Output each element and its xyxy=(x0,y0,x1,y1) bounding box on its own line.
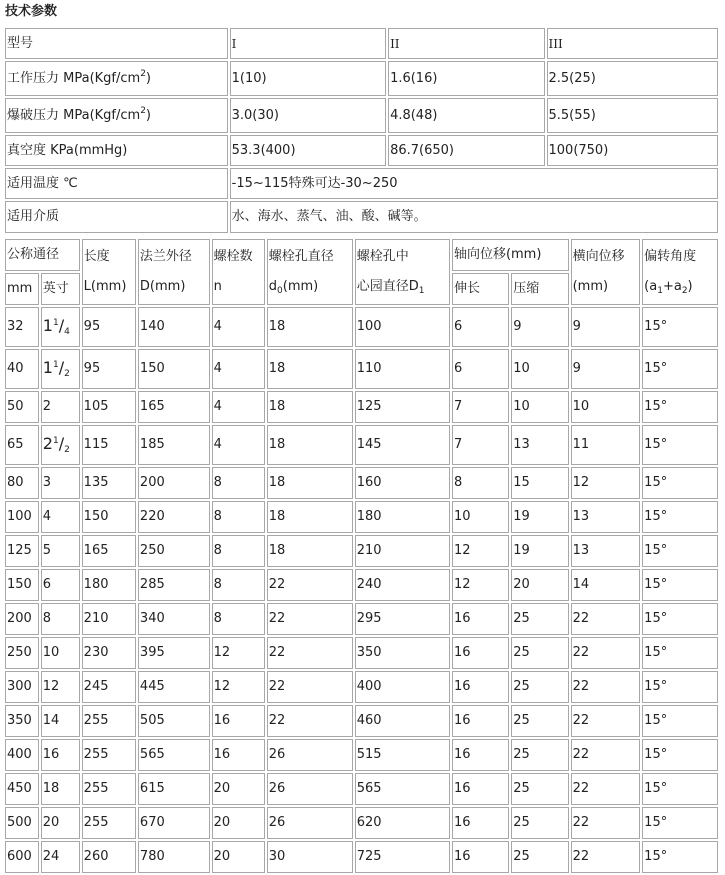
cell-mm: 50 xyxy=(5,391,39,423)
cell-lateral: 11 xyxy=(571,425,641,465)
spec-value: 53.3(400) xyxy=(230,135,386,166)
spec-value: 5.5(55) xyxy=(547,98,719,133)
header-extend: 伸长 xyxy=(452,273,509,305)
spec-label: 适用温度 ℃ xyxy=(5,168,228,199)
cell-extend: 7 xyxy=(452,391,509,423)
cell-bolts: 8 xyxy=(212,603,265,635)
cell-length: 135 xyxy=(82,467,136,499)
spec-value: -15~115特殊可达-30~250 xyxy=(230,168,718,199)
cell-flange: 150 xyxy=(138,349,210,389)
cell-bolts: 8 xyxy=(212,501,265,533)
spec-label: 型号 xyxy=(5,28,228,59)
cell-angle: 15° xyxy=(642,841,718,873)
cell-hole-diameter: 18 xyxy=(267,467,353,499)
cell-lateral: 22 xyxy=(571,841,641,873)
spec-label: 真空度 KPa(mmHg) xyxy=(5,135,228,166)
cell-extend: 12 xyxy=(452,535,509,567)
cell-inch: 10 xyxy=(41,637,80,669)
cell-hole-diameter: 26 xyxy=(267,739,353,771)
cell-extend: 16 xyxy=(452,841,509,873)
spec-value: 100(750) xyxy=(547,135,719,166)
cell-length: 95 xyxy=(82,307,136,347)
cell-inch: 2 xyxy=(41,391,80,423)
cell-extend: 12 xyxy=(452,569,509,601)
cell-angle: 15° xyxy=(642,349,718,389)
cell-hole-diameter: 22 xyxy=(267,637,353,669)
cell-bolts: 12 xyxy=(212,671,265,703)
cell-compress: 25 xyxy=(511,841,568,873)
cell-angle: 15° xyxy=(642,603,718,635)
cell-length: 230 xyxy=(82,637,136,669)
header-nominal: 公称通径 xyxy=(5,239,80,271)
cell-inch: 16 xyxy=(41,739,80,771)
cell-mm: 80 xyxy=(5,467,39,499)
cell-angle: 15° xyxy=(642,637,718,669)
cell-lateral: 22 xyxy=(571,705,641,737)
cell-compress: 15 xyxy=(511,467,568,499)
cell-compress: 25 xyxy=(511,705,568,737)
cell-lateral: 13 xyxy=(571,501,641,533)
cell-inch: $1^1/_4$ xyxy=(41,307,80,347)
cell-length: 245 xyxy=(82,671,136,703)
spec-row-temperature xyxy=(5,168,718,199)
cell-hole-diameter: 22 xyxy=(267,671,353,703)
cell-angle: 15° xyxy=(642,739,718,771)
spec-row-burst-pressure xyxy=(5,98,718,133)
cell-flange: 220 xyxy=(138,501,210,533)
cell-pcd: 725 xyxy=(355,841,450,873)
cell-mm: 250 xyxy=(5,637,39,669)
cell-pcd: 180 xyxy=(355,501,450,533)
header-mm: mm xyxy=(5,273,39,305)
cell-inch: 14 xyxy=(41,705,80,737)
header-length: 长度 L(mm) xyxy=(82,239,136,305)
cell-mm: 450 xyxy=(5,773,39,805)
cell-flange: 445 xyxy=(138,671,210,703)
cell-angle: 15° xyxy=(642,569,718,601)
cell-angle: 15° xyxy=(642,535,718,567)
cell-compress: 10 xyxy=(511,391,568,423)
cell-flange: 780 xyxy=(138,841,210,873)
cell-extend: 7 xyxy=(452,425,509,465)
cell-lateral: 9 xyxy=(571,307,641,347)
cell-angle: 15° xyxy=(642,391,718,423)
spec-value: 3.0(30) xyxy=(230,98,386,133)
cell-flange: 185 xyxy=(138,425,210,465)
cell-flange: 200 xyxy=(138,467,210,499)
cell-pcd: 400 xyxy=(355,671,450,703)
table-row xyxy=(5,603,718,635)
cell-lateral: 12 xyxy=(571,467,641,499)
spec-label: 工作压力 $MPa(Kgf/cm^2)$ xyxy=(5,61,228,96)
header-angle: 偏转角度 $(a_1+a_2)$ xyxy=(642,239,718,305)
cell-extend: 16 xyxy=(452,705,509,737)
cell-hole-diameter: 22 xyxy=(267,603,353,635)
header-compress: 压缩 xyxy=(511,273,568,305)
cell-length: 150 xyxy=(82,501,136,533)
table-row xyxy=(5,739,718,771)
cell-extend: 8 xyxy=(452,467,509,499)
spec-table xyxy=(3,26,720,235)
cell-hole-diameter: 18 xyxy=(267,349,353,389)
cell-compress: 10 xyxy=(511,349,568,389)
cell-flange: 615 xyxy=(138,773,210,805)
cell-angle: 15° xyxy=(642,467,718,499)
cell-bolts: 16 xyxy=(212,705,265,737)
cell-length: 255 xyxy=(82,773,136,805)
spec-value: 1(10) xyxy=(230,61,386,96)
cell-inch: 5 xyxy=(41,535,80,567)
cell-length: 260 xyxy=(82,841,136,873)
cell-length: 255 xyxy=(82,705,136,737)
cell-flange: 165 xyxy=(138,391,210,423)
cell-bolts: 20 xyxy=(212,807,265,839)
cell-mm: 400 xyxy=(5,739,39,771)
cell-inch: 20 xyxy=(41,807,80,839)
cell-pcd: 110 xyxy=(355,349,450,389)
cell-pcd: 620 xyxy=(355,807,450,839)
header-lateral: 横向位移 (mm) xyxy=(571,239,641,305)
cell-lateral: 22 xyxy=(571,637,641,669)
section-title: 技术参数 xyxy=(5,4,58,19)
cell-pcd: 515 xyxy=(355,739,450,771)
dimension-body xyxy=(5,307,718,873)
header-pcd: 螺栓孔中 心园直径$D_1$ xyxy=(355,239,450,305)
table-row xyxy=(5,671,718,703)
cell-mm: 150 xyxy=(5,569,39,601)
table-row xyxy=(5,773,718,805)
cell-hole-diameter: 18 xyxy=(267,501,353,533)
table-row xyxy=(5,637,718,669)
cell-hole-diameter: 18 xyxy=(267,425,353,465)
cell-length: 105 xyxy=(82,391,136,423)
cell-bolts: 16 xyxy=(212,739,265,771)
table-row xyxy=(5,391,718,423)
cell-extend: 10 xyxy=(452,501,509,533)
spec-label: 适用介质 xyxy=(5,201,228,233)
cell-lateral: 13 xyxy=(571,535,641,567)
table-row xyxy=(5,349,718,389)
spec-row-working-pressure xyxy=(5,61,718,96)
cell-length: 165 xyxy=(82,535,136,567)
cell-hole-diameter: 18 xyxy=(267,391,353,423)
cell-length: 180 xyxy=(82,569,136,601)
cell-length: 255 xyxy=(82,739,136,771)
cell-lateral: 22 xyxy=(571,603,641,635)
header-flange: 法兰外径 D(mm) xyxy=(138,239,210,305)
header-bolts: 螺栓数 n xyxy=(212,239,265,305)
cell-extend: 16 xyxy=(452,671,509,703)
table-row xyxy=(5,467,718,499)
dimension-table xyxy=(3,237,720,875)
cell-pcd: 160 xyxy=(355,467,450,499)
cell-flange: 250 xyxy=(138,535,210,567)
cell-extend: 16 xyxy=(452,739,509,771)
cell-length: 95 xyxy=(82,349,136,389)
cell-angle: 15° xyxy=(642,773,718,805)
table-row xyxy=(5,841,718,873)
cell-compress: 19 xyxy=(511,535,568,567)
cell-extend: 6 xyxy=(452,307,509,347)
cell-hole-diameter: 22 xyxy=(267,569,353,601)
cell-lateral: 22 xyxy=(571,671,641,703)
cell-bolts: 8 xyxy=(212,535,265,567)
cell-compress: 9 xyxy=(511,307,568,347)
spec-row-vacuum xyxy=(5,135,718,166)
cell-inch: $1^1/_2$ xyxy=(41,349,80,389)
cell-extend: 6 xyxy=(452,349,509,389)
cell-angle: 15° xyxy=(642,705,718,737)
cell-compress: 25 xyxy=(511,603,568,635)
cell-angle: 15° xyxy=(642,425,718,465)
cell-bolts: 8 xyxy=(212,467,265,499)
cell-compress: 20 xyxy=(511,569,568,601)
cell-pcd: 460 xyxy=(355,705,450,737)
cell-bolts: 4 xyxy=(212,307,265,347)
cell-lateral: 10 xyxy=(571,391,641,423)
cell-bolts: 20 xyxy=(212,773,265,805)
spec-row-medium xyxy=(5,201,718,233)
cell-bolts: 4 xyxy=(212,391,265,423)
spec-label: 爆破压力 $MPa(Kgf/cm^2)$ xyxy=(5,98,228,133)
cell-bolts: 4 xyxy=(212,425,265,465)
cell-length: 255 xyxy=(82,807,136,839)
cell-mm: 300 xyxy=(5,671,39,703)
cell-lateral: 22 xyxy=(571,739,641,771)
cell-hole-diameter: 26 xyxy=(267,773,353,805)
cell-mm: 40 xyxy=(5,349,39,389)
cell-mm: 65 xyxy=(5,425,39,465)
cell-lateral: 22 xyxy=(571,773,641,805)
cell-extend: 16 xyxy=(452,637,509,669)
cell-hole-diameter: 22 xyxy=(267,705,353,737)
cell-flange: 505 xyxy=(138,705,210,737)
cell-bolts: 4 xyxy=(212,349,265,389)
spec-value: 86.7(650) xyxy=(388,135,544,166)
cell-hole-diameter: 26 xyxy=(267,807,353,839)
cell-compress: 13 xyxy=(511,425,568,465)
cell-hole-diameter: 18 xyxy=(267,535,353,567)
cell-pcd: 145 xyxy=(355,425,450,465)
table-row xyxy=(5,807,718,839)
table-row xyxy=(5,569,718,601)
table-row xyxy=(5,705,718,737)
cell-inch: 6 xyxy=(41,569,80,601)
table-row xyxy=(5,425,718,465)
cell-mm: 500 xyxy=(5,807,39,839)
spec-value: 4.8(48) xyxy=(388,98,544,133)
cell-pcd: 125 xyxy=(355,391,450,423)
cell-pcd: 100 xyxy=(355,307,450,347)
cell-flange: 340 xyxy=(138,603,210,635)
cell-compress: 25 xyxy=(511,773,568,805)
cell-mm: 100 xyxy=(5,501,39,533)
cell-compress: 25 xyxy=(511,807,568,839)
cell-length: 210 xyxy=(82,603,136,635)
cell-mm: 600 xyxy=(5,841,39,873)
cell-lateral: 9 xyxy=(571,349,641,389)
cell-flange: 670 xyxy=(138,807,210,839)
cell-inch: 8 xyxy=(41,603,80,635)
cell-lateral: 14 xyxy=(571,569,641,601)
cell-flange: 565 xyxy=(138,739,210,771)
header-inch: 英寸 xyxy=(41,273,80,305)
cell-flange: 140 xyxy=(138,307,210,347)
cell-angle: 15° xyxy=(642,807,718,839)
spec-value: 2.5(25) xyxy=(547,61,719,96)
cell-compress: 25 xyxy=(511,637,568,669)
cell-compress: 19 xyxy=(511,501,568,533)
cell-flange: 395 xyxy=(138,637,210,669)
cell-length: 115 xyxy=(82,425,136,465)
cell-inch: 4 xyxy=(41,501,80,533)
cell-bolts: 8 xyxy=(212,569,265,601)
cell-flange: 285 xyxy=(138,569,210,601)
cell-lateral: 22 xyxy=(571,807,641,839)
table-row xyxy=(5,535,718,567)
spec-row-model xyxy=(5,28,718,59)
cell-angle: 15° xyxy=(642,671,718,703)
cell-angle: 15° xyxy=(642,501,718,533)
cell-hole-diameter: 18 xyxy=(267,307,353,347)
cell-pcd: 295 xyxy=(355,603,450,635)
cell-extend: 16 xyxy=(452,773,509,805)
cell-extend: 16 xyxy=(452,603,509,635)
cell-pcd: 240 xyxy=(355,569,450,601)
cell-inch: 24 xyxy=(41,841,80,873)
cell-mm: 32 xyxy=(5,307,39,347)
cell-hole-diameter: 30 xyxy=(267,841,353,873)
spec-value: 1.6(16) xyxy=(388,61,544,96)
cell-pcd: 210 xyxy=(355,535,450,567)
cell-bolts: 12 xyxy=(212,637,265,669)
cell-inch: 3 xyxy=(41,467,80,499)
header-axial: 轴向位移(mm) xyxy=(452,239,569,271)
cell-mm: 125 xyxy=(5,535,39,567)
spec-value: 水、海水、蒸气、油、酸、碱等。 xyxy=(230,201,718,233)
cell-pcd: 350 xyxy=(355,637,450,669)
spec-value: I xyxy=(230,28,386,59)
spec-value: II xyxy=(388,28,544,59)
header-row-1 xyxy=(5,239,718,271)
cell-inch: $2^1/_2$ xyxy=(41,425,80,465)
header-hole-diameter: 螺栓孔直径 $d_0(mm)$ xyxy=(267,239,353,305)
cell-inch: 12 xyxy=(41,671,80,703)
table-row xyxy=(5,307,718,347)
cell-angle: 15° xyxy=(642,307,718,347)
cell-pcd: 565 xyxy=(355,773,450,805)
cell-compress: 25 xyxy=(511,739,568,771)
cell-compress: 25 xyxy=(511,671,568,703)
cell-bolts: 20 xyxy=(212,841,265,873)
cell-extend: 16 xyxy=(452,807,509,839)
cell-mm: 200 xyxy=(5,603,39,635)
spec-value: III xyxy=(547,28,719,59)
cell-inch: 18 xyxy=(41,773,80,805)
cell-mm: 350 xyxy=(5,705,39,737)
table-row xyxy=(5,501,718,533)
